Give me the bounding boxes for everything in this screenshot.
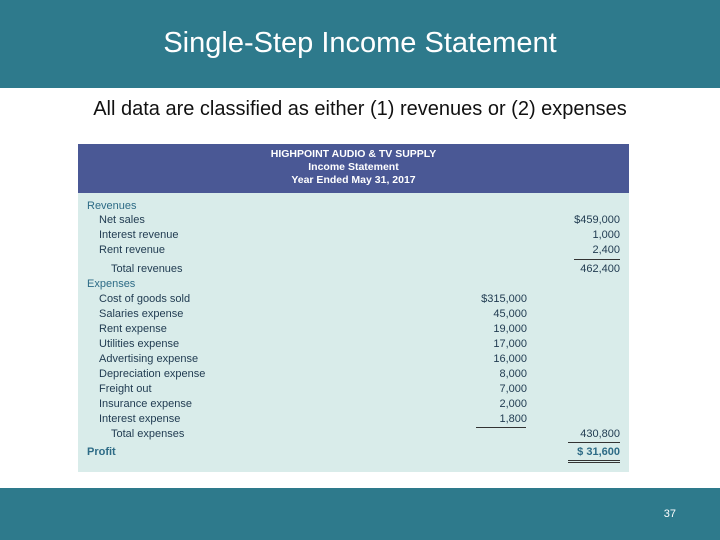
- expense-amount: 2,000: [499, 398, 527, 410]
- revenue-amount: $459,000: [574, 214, 620, 226]
- revenue-label: Interest revenue: [99, 229, 179, 241]
- total-revenues-amount: 462,400: [580, 263, 620, 275]
- revenue-label: Rent revenue: [99, 244, 166, 256]
- expense-label: Utilities expense: [99, 338, 180, 350]
- page-number: 37: [663, 508, 676, 520]
- expense-amount: 17,000: [493, 338, 527, 350]
- revenue-underline: [574, 259, 620, 260]
- revenues-header: Revenues: [87, 200, 137, 212]
- expense-amount: 45,000: [493, 308, 527, 320]
- total-expenses-label: Total expenses: [111, 428, 185, 440]
- profit-double-underline-top: [568, 460, 620, 461]
- statement-header: [78, 144, 629, 193]
- expense-label: Salaries expense: [99, 308, 184, 320]
- revenue-amount: 1,000: [592, 229, 620, 241]
- expense-label: Insurance expense: [99, 398, 192, 410]
- slide-footer: [0, 488, 720, 540]
- expense-amount: 1,800: [499, 413, 527, 425]
- total-expenses-underline: [568, 442, 620, 443]
- expense-amount: $315,000: [481, 293, 527, 305]
- revenue-label: Net sales: [99, 214, 145, 226]
- expense-label: Advertising expense: [99, 353, 199, 365]
- expenses-header: Expenses: [87, 278, 136, 290]
- expense-underline: [476, 427, 526, 428]
- profit-label: Profit: [87, 446, 116, 458]
- expense-amount: 7,000: [499, 383, 527, 395]
- company-name: HIGHPOINT AUDIO & TV SUPPLY: [270, 148, 437, 160]
- income-statement: [78, 144, 629, 472]
- statement-title: Income Statement: [308, 161, 399, 173]
- expense-amount: 19,000: [493, 323, 527, 335]
- expense-label: Freight out: [99, 383, 152, 395]
- slide-subtitle: All data are classified as either (1) revenues or (2) expenses: [93, 98, 627, 120]
- statement-period: Year Ended May 31, 2017: [291, 174, 416, 186]
- expense-label: Interest expense: [99, 413, 181, 425]
- profit-double-underline-bottom: [568, 462, 620, 463]
- total-revenues-label: Total revenues: [111, 263, 183, 275]
- expense-amount: 8,000: [499, 368, 527, 380]
- profit-amount: $ 31,600: [577, 446, 620, 458]
- expense-label: Rent expense: [99, 323, 167, 335]
- slide-header: [0, 0, 720, 88]
- expense-label: Cost of goods sold: [99, 293, 191, 305]
- expense-label: Depreciation expense: [99, 368, 206, 380]
- expense-amount: 16,000: [493, 353, 527, 365]
- total-expenses-amount: 430,800: [580, 428, 620, 440]
- slide-title: Single-Step Income Statement: [163, 27, 557, 59]
- revenue-amount: 2,400: [592, 244, 620, 256]
